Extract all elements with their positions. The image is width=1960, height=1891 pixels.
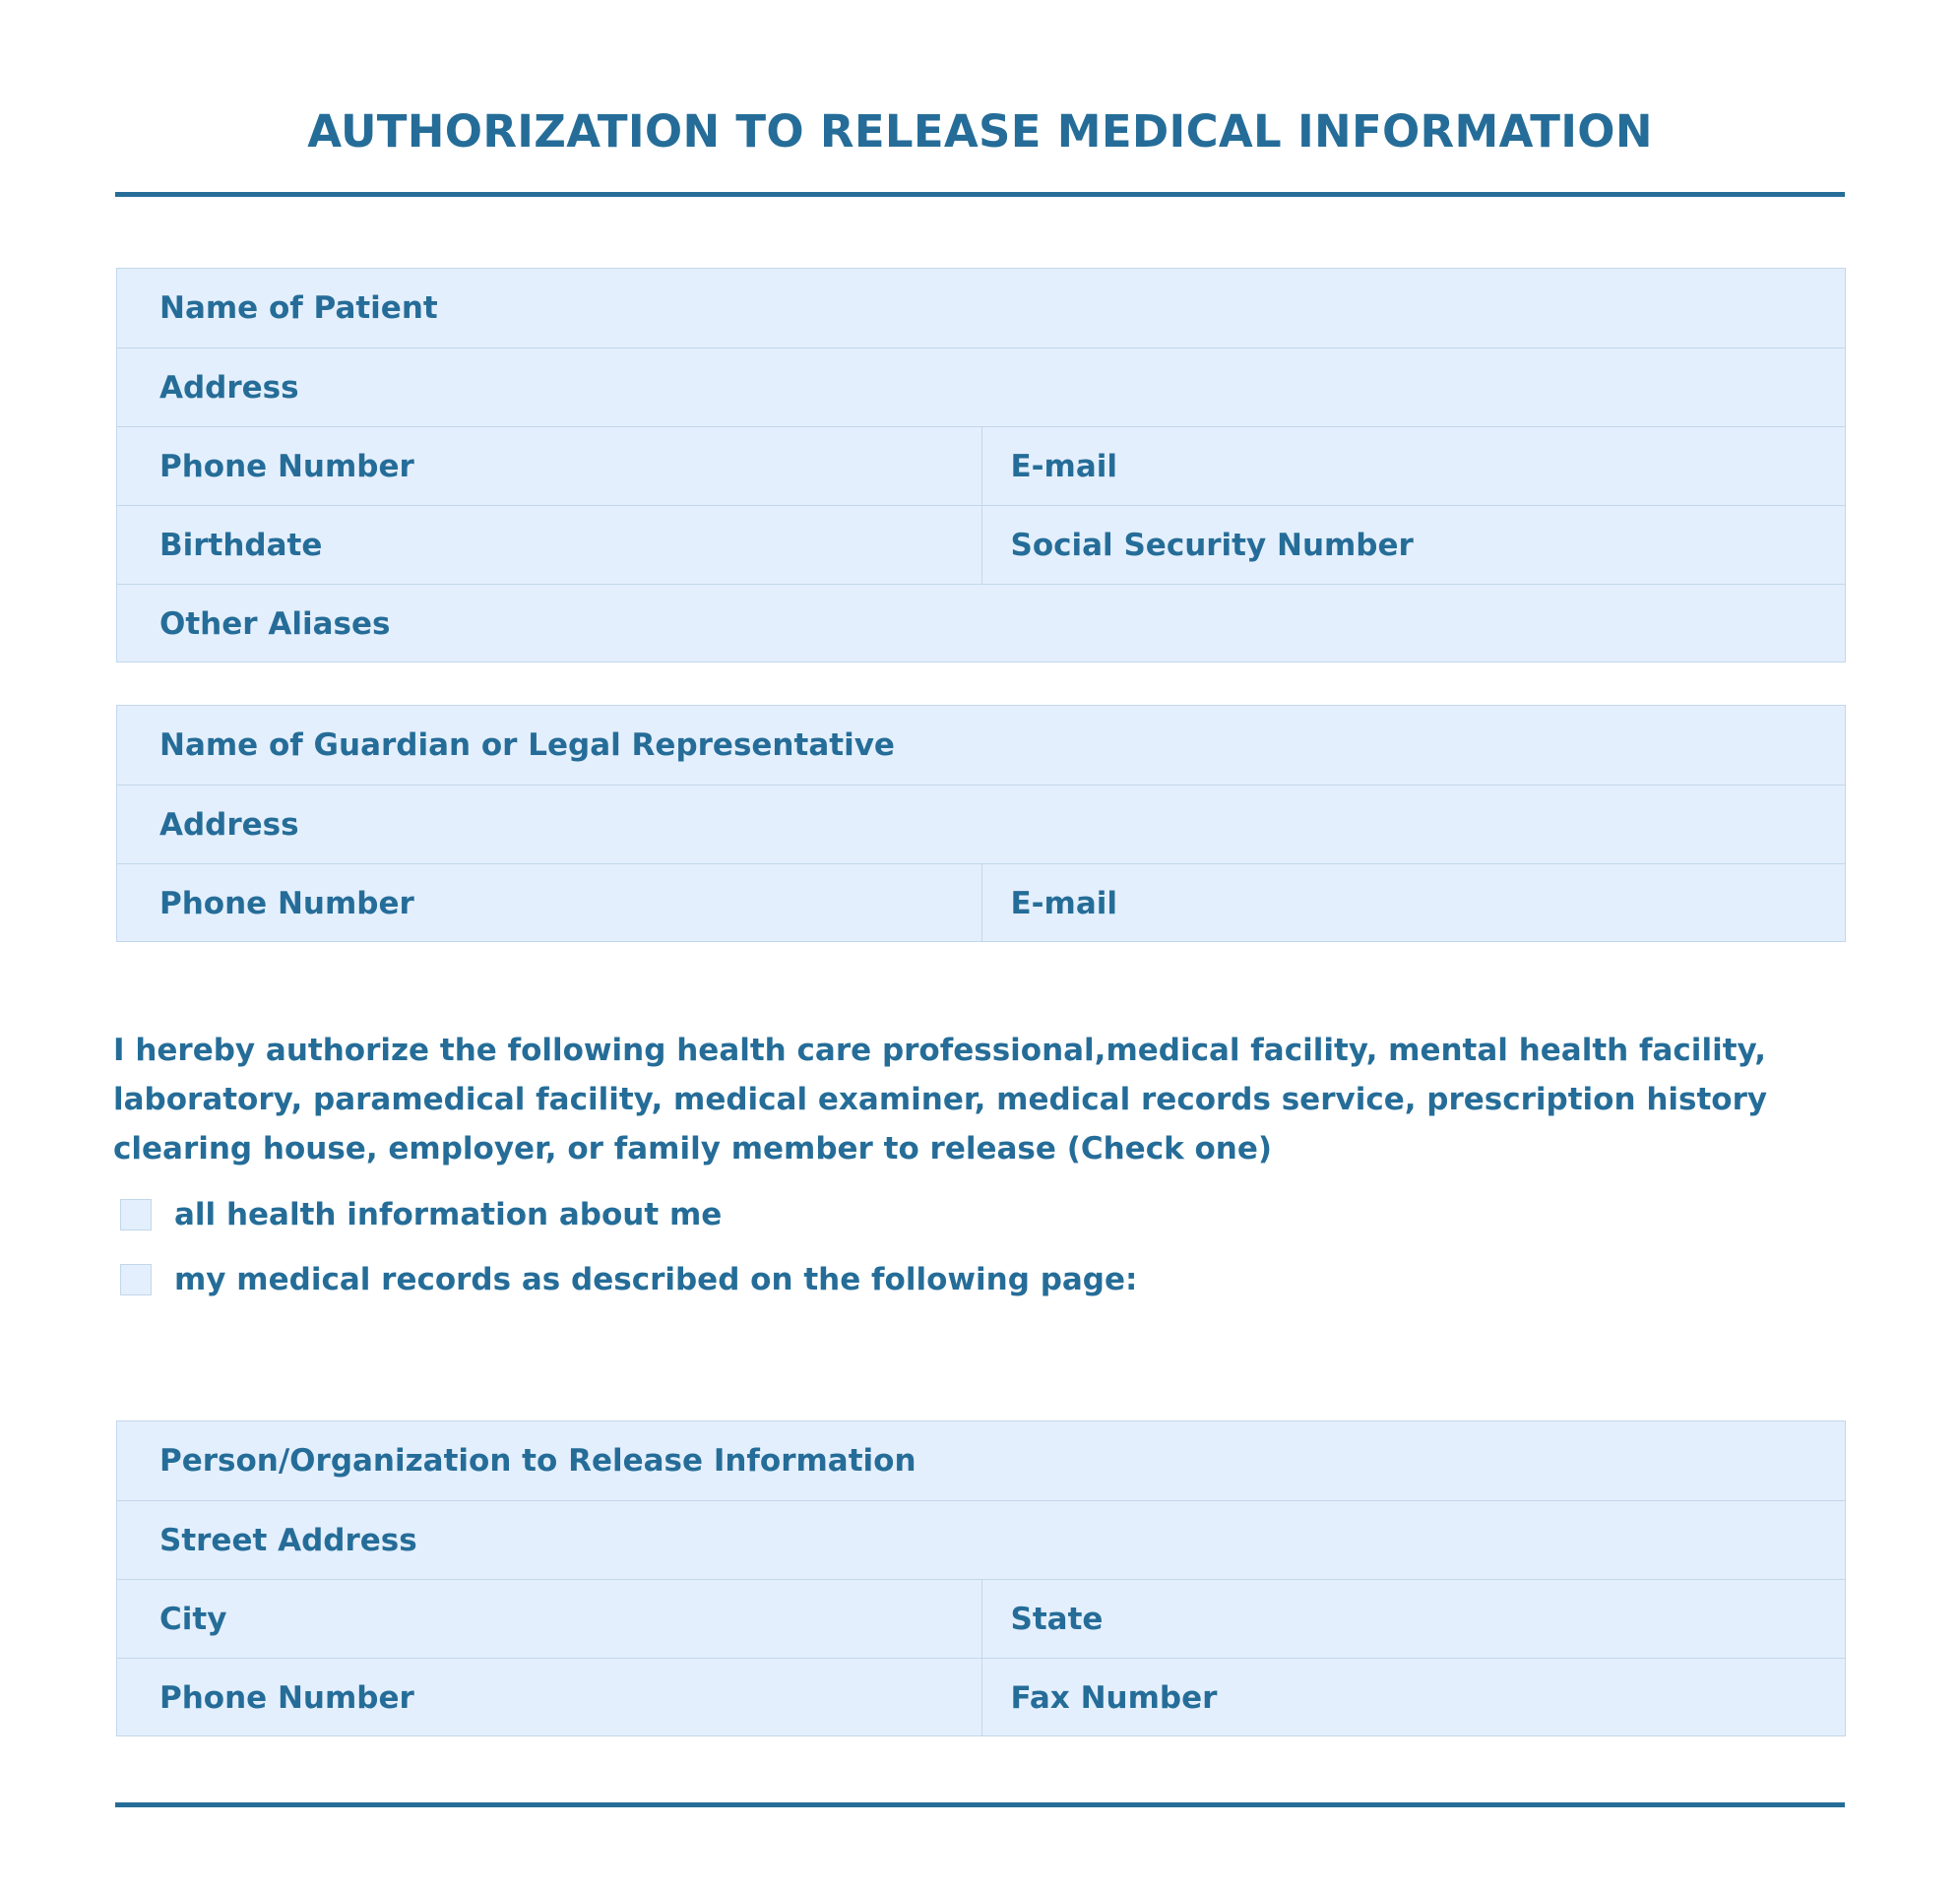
form-row	[117, 706, 1845, 785]
guardian-address-field[interactable]: Address	[159, 806, 299, 843]
checkbox-medical-records[interactable]	[120, 1264, 152, 1295]
form-row	[117, 1500, 1845, 1579]
option-all-health-info[interactable]	[120, 1197, 722, 1232]
release-state-field[interactable]: State	[981, 1580, 1846, 1658]
patient-info-section	[116, 268, 1846, 662]
patient-birthdate-field[interactable]: Birthdate	[159, 527, 323, 563]
guardian-info-section	[116, 705, 1846, 942]
form-row	[117, 505, 1845, 584]
form-row	[117, 269, 1845, 347]
guardian-name-field[interactable]: Name of Guardian or Legal Representative	[159, 727, 895, 763]
form-row	[117, 584, 1845, 662]
patient-email-field[interactable]: E-mail	[981, 427, 1846, 505]
form-row	[117, 347, 1845, 426]
form-row	[117, 785, 1845, 863]
patient-name-field[interactable]: Name of Patient	[159, 290, 438, 326]
guardian-email-field[interactable]: E-mail	[981, 864, 1846, 942]
top-divider	[115, 192, 1845, 197]
guardian-phone-field[interactable]: Phone Number	[159, 885, 414, 921]
release-org-field[interactable]: Person/Organization to Release Information	[159, 1443, 917, 1479]
release-fax-field[interactable]: Fax Number	[981, 1659, 1846, 1736]
release-street-field[interactable]: Street Address	[159, 1522, 417, 1558]
form-row	[117, 863, 1845, 942]
release-org-section	[116, 1420, 1846, 1736]
option-label: my medical records as described on the following page:	[174, 1262, 1138, 1297]
form-row	[117, 1579, 1845, 1658]
release-phone-field[interactable]: Phone Number	[159, 1679, 414, 1716]
form-row	[117, 1658, 1845, 1736]
page-title: AUTHORIZATION TO RELEASE MEDICAL INFORMATION	[307, 105, 1653, 158]
release-city-field[interactable]: City	[159, 1601, 227, 1637]
option-label: all health information about me	[174, 1197, 723, 1232]
checkbox-all-health-info[interactable]	[120, 1199, 152, 1230]
form-row	[117, 1421, 1845, 1500]
option-medical-records[interactable]	[120, 1262, 1137, 1297]
patient-phone-field[interactable]: Phone Number	[159, 448, 414, 484]
authorization-statement: I hereby authorize the following health care professional,medical facility, mental health facility, laboratory, paramedical facility, medical examiner, medical records service, prescription history clearing house, employer, or family member to release (Check one)	[113, 1033, 1768, 1166]
bottom-divider	[115, 1802, 1845, 1807]
patient-address-field[interactable]: Address	[159, 369, 299, 406]
form-row	[117, 426, 1845, 505]
patient-aliases-field[interactable]: Other Aliases	[159, 605, 391, 642]
patient-ssn-field[interactable]: Social Security Number	[981, 506, 1846, 584]
